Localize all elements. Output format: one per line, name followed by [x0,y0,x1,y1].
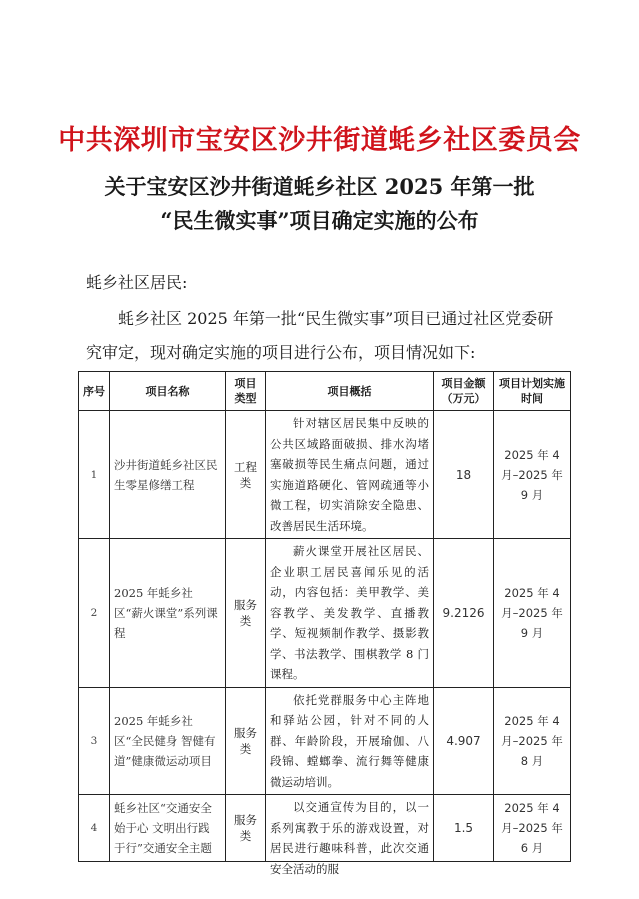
table-row [79,795,571,862]
cell-amount: 9.2126 [434,539,494,688]
cell-no: 1 [79,411,110,539]
notice-title-line-1: 关于宝安区沙井街道蚝乡社区 2025 年第一批 [104,174,535,199]
cell-amount: 1.5 [434,795,494,862]
cell-period: 2025 年 4 月–2025 年 9 月 [494,411,571,539]
cell-type: 服务类 [226,795,266,862]
cell-no: 2 [79,539,110,688]
cell-amount: 18 [434,411,494,539]
cell-no: 3 [79,687,110,795]
table-row [79,687,571,795]
header-name: 项目名称 [110,372,226,411]
cell-name: 2025 年蚝乡社区“薪火课堂”系列课程 [110,539,226,688]
notice-title [0,170,639,238]
cell-summary: 依托党群服务中心主阵地和驿站公园，针对不同的人群、年龄阶段，开展瑜伽、八段锦、螳螂拳、流行舞等健康微运动培训。 [266,687,434,795]
cell-period: 2025 年 4 月–2025 年 9 月 [494,539,571,688]
cell-summary [266,795,434,876]
cell-name [110,795,226,862]
table-header-row [79,372,571,411]
cell-type: 服务类 [226,539,266,688]
organization-title: 中共深圳市宝安区沙井街道蚝乡社区委员会 [58,125,581,156]
body-paragraph: 蚝乡社区 2025 年第一批“民生微实事”项目已通过社区党委研究审定，现对确定实施的项目进行公布，项目情况如下: [86,309,554,362]
cell-period: 2025 年 4 月–2025 年 8 月 [494,687,571,795]
cell-no: 4 [79,795,110,862]
salutation: 蚝乡社区居民: [86,273,188,292]
cell-summary-text: 以交通宣传为目的，以一系列寓教于乐的游戏设置，对居民进行趣味科普，此次交通安全活动的服 [270,800,429,876]
header-type: 项目类型 [226,372,266,411]
cell-name: 2025 年蚝乡社区“全民健身 智健有道”健康微运动项目 [110,687,226,795]
header-period: 项目计划实施时间 [494,372,571,411]
cell-summary: 薪火课堂开展社区居民、企业职工居民喜闻乐见的活动，内容包括：美甲教学、美容教学、美发教学、直播教学、短视频制作教学、摄影教学、书法教学、围棋教学 8 门课程。 [266,539,434,688]
notice-title-line-2: “民生微实事”项目确定实施的公布 [160,208,479,233]
cell-period: 2025 年 4 月–2025 年 6 月 [494,795,571,862]
table-row [79,411,571,539]
table-row [79,539,571,688]
cell-type: 工程类 [226,411,266,539]
cell-amount: 4.907 [434,687,494,795]
header-no: 序号 [79,372,110,411]
cell-summary: 针对辖区居民集中反映的公共区域路面破损、排水沟堵塞破损等民生痛点问题，通过实施道路硬化、管网疏通等小微工程，切实消除安全隐患、改善居民生活环境。 [266,411,434,539]
project-table [78,371,571,876]
cell-name: 沙井街道蚝乡社区民生零星修缮工程 [110,411,226,539]
cell-type: 服务类 [226,687,266,795]
header-amount: 项目金额（万元） [434,372,494,411]
cell-name-text: 蚝乡社区“交通安全始于心 文明出行践于行”交通安全主题 [114,801,212,855]
header-summary: 项目概括 [266,372,434,411]
